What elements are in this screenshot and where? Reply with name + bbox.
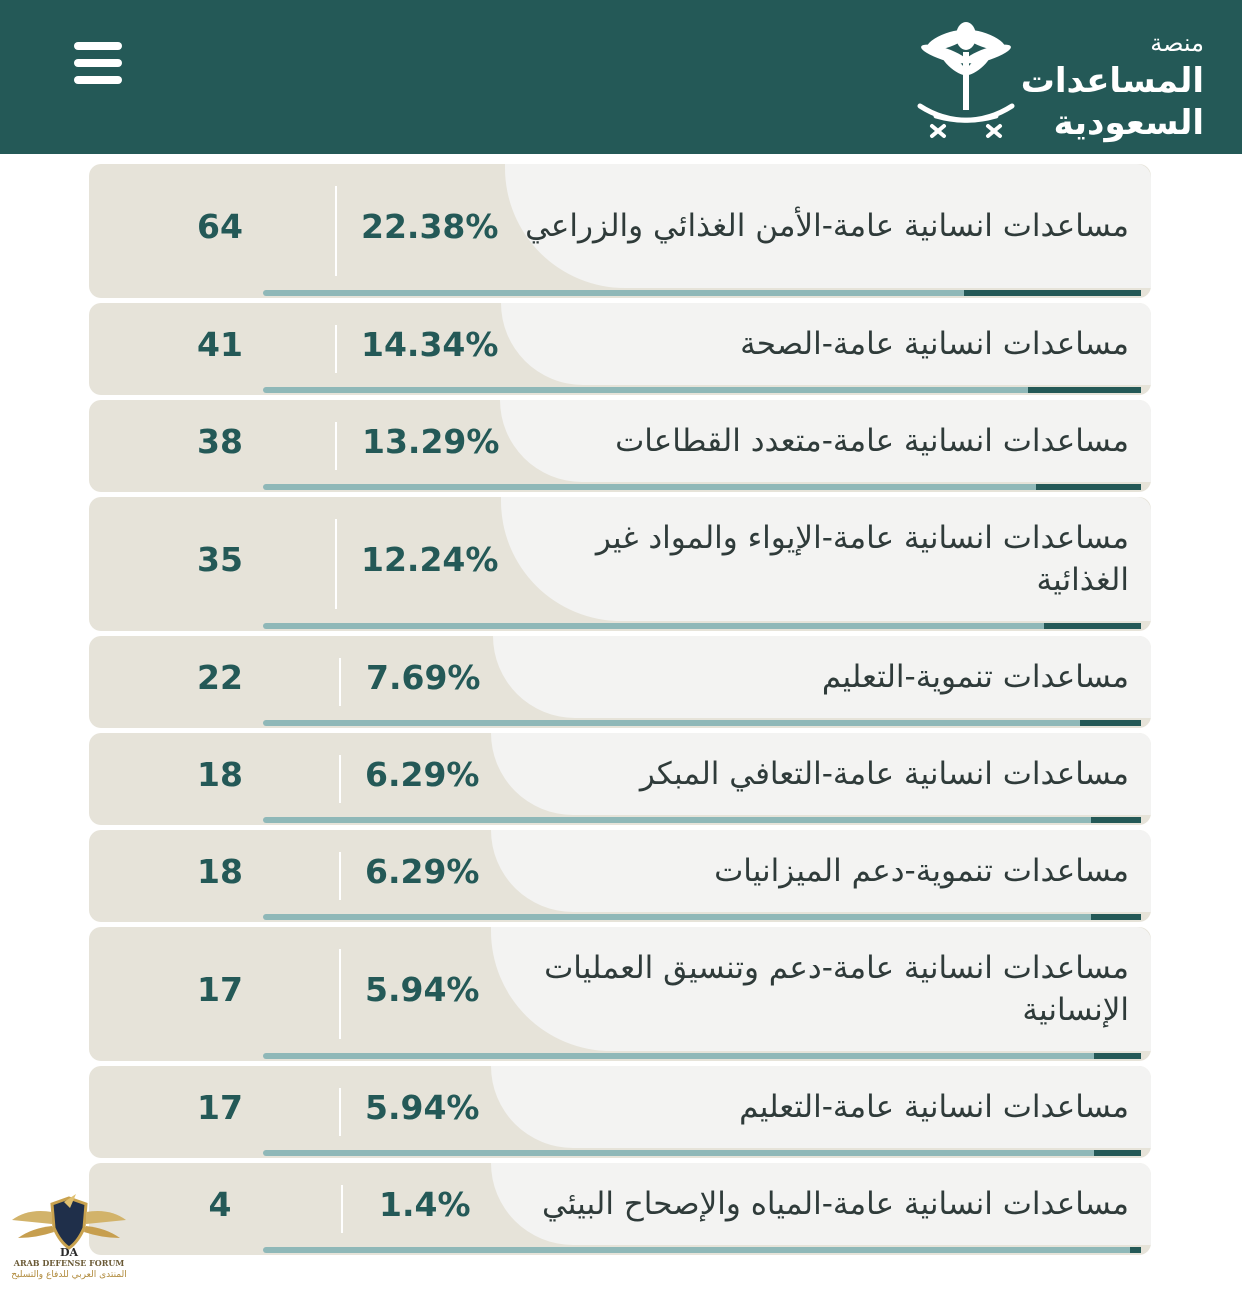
share-bar-fill (1130, 1247, 1141, 1253)
category-percent: 1.4% (379, 1184, 471, 1224)
menu-line (74, 42, 122, 50)
row-divider (339, 755, 341, 803)
share-bar-track (263, 720, 1141, 726)
category-row[interactable] (89, 830, 1151, 922)
category-percent: 13.29% (362, 421, 500, 461)
winged-shield-emblem-icon (8, 1192, 130, 1258)
row-divider (341, 1185, 343, 1233)
share-bar-track (263, 484, 1141, 490)
category-label-panel (501, 303, 1151, 385)
share-bar-fill (1094, 1053, 1141, 1059)
category-row[interactable] (89, 636, 1151, 728)
menu-line (74, 76, 122, 84)
category-label-panel (491, 830, 1151, 912)
share-bar-track (263, 1053, 1141, 1059)
category-label: مساعدات انسانية عامة-الأمن الغذائي والزراعي (525, 208, 1129, 244)
category-label-panel (501, 497, 1151, 621)
category-count: 38 (197, 421, 243, 461)
category-percent: 6.29% (365, 754, 480, 794)
category-percent: 5.94% (365, 969, 480, 1009)
row-divider (335, 519, 337, 609)
category-count: 64 (197, 206, 243, 246)
share-bar-track (263, 817, 1141, 823)
share-bar-fill (1091, 817, 1141, 823)
share-bar-track (263, 623, 1141, 629)
category-percent: 6.29% (365, 851, 480, 891)
category-row[interactable] (89, 303, 1151, 395)
category-row[interactable] (89, 1066, 1151, 1158)
category-row[interactable] (89, 1163, 1151, 1255)
row-divider (339, 852, 341, 900)
category-row[interactable] (89, 927, 1151, 1061)
row-divider (339, 1088, 341, 1136)
share-bar-fill (1080, 720, 1141, 726)
share-bar-fill (964, 290, 1141, 296)
category-label-panel (491, 1066, 1151, 1148)
row-divider (339, 658, 341, 706)
share-bar-fill (1091, 914, 1141, 920)
logo-wordmark (1020, 26, 1204, 144)
category-percent: 22.38% (361, 206, 499, 246)
category-label: مساعدات انسانية عامة-الإيواء والمواد غير الغذائية (595, 520, 1129, 598)
category-row[interactable] (89, 733, 1151, 825)
watermark-line1: ARAB DEFENSE FORUM (13, 1258, 125, 1268)
category-count: 22 (197, 657, 243, 697)
row-divider (339, 949, 341, 1039)
category-count: 18 (197, 754, 243, 794)
hamburger-menu-icon[interactable] (74, 42, 124, 84)
logo-line3: السعودية (1053, 103, 1204, 143)
watermark-line2: المنتدى العربي للدفاع والتسليح (11, 1270, 127, 1280)
share-bar-track (263, 290, 1141, 296)
forum-watermark (8, 1192, 130, 1288)
share-bar-track (263, 1247, 1141, 1253)
watermark-letters: DA (59, 1246, 79, 1258)
menu-line (74, 59, 122, 67)
palm-and-swords-emblem-icon (914, 18, 1018, 143)
category-percent: 5.94% (365, 1087, 480, 1127)
category-percent: 14.34% (361, 324, 499, 364)
category-row[interactable] (89, 497, 1151, 631)
share-bar-track (263, 387, 1141, 393)
share-bar-track (263, 1150, 1141, 1156)
share-bar-fill (1094, 1150, 1141, 1156)
category-count: 4 (208, 1184, 232, 1224)
app-header (0, 0, 1242, 154)
platform-logo[interactable] (914, 18, 1204, 143)
category-label-panel (491, 927, 1151, 1051)
category-label: مساعدات انسانية عامة-الصحة (740, 326, 1129, 362)
logo-line1: منصة (1150, 29, 1204, 57)
category-label: مساعدات انسانية عامة-التعافي المبكر (639, 756, 1129, 792)
category-label: مساعدات انسانية عامة-التعليم (739, 1089, 1129, 1125)
category-label-panel (505, 164, 1151, 288)
category-row[interactable] (89, 164, 1151, 298)
category-row[interactable] (89, 400, 1151, 492)
category-percent: 7.69% (366, 657, 481, 697)
category-label: مساعدات انسانية عامة-متعدد القطاعات (615, 423, 1129, 459)
category-label-panel (491, 1163, 1151, 1245)
row-divider (335, 325, 337, 373)
share-bar-track (263, 914, 1141, 920)
category-label-panel (500, 400, 1151, 482)
category-count: 17 (197, 969, 243, 1009)
category-count: 18 (197, 851, 243, 891)
category-label: مساعدات انسانية عامة-المياه والإصحاح البيئي (541, 1186, 1129, 1222)
share-bar-fill (1028, 387, 1141, 393)
category-label-panel (493, 636, 1151, 718)
share-bar-fill (1036, 484, 1141, 490)
category-count: 41 (197, 324, 243, 364)
category-label: مساعدات انسانية عامة-دعم وتنسيق العمليات الإنسانية (544, 950, 1129, 1028)
row-divider (335, 186, 337, 276)
logo-line2: المساعدات (1020, 61, 1204, 101)
row-divider (335, 422, 337, 470)
category-count: 17 (197, 1087, 243, 1127)
category-label-panel (491, 733, 1151, 815)
category-label: مساعدات تنموية-دعم الميزانيات (714, 853, 1129, 889)
category-label: مساعدات تنموية-التعليم (821, 659, 1129, 695)
category-percent: 12.24% (361, 539, 499, 579)
share-bar-fill (1044, 623, 1141, 629)
category-count: 35 (197, 539, 243, 579)
